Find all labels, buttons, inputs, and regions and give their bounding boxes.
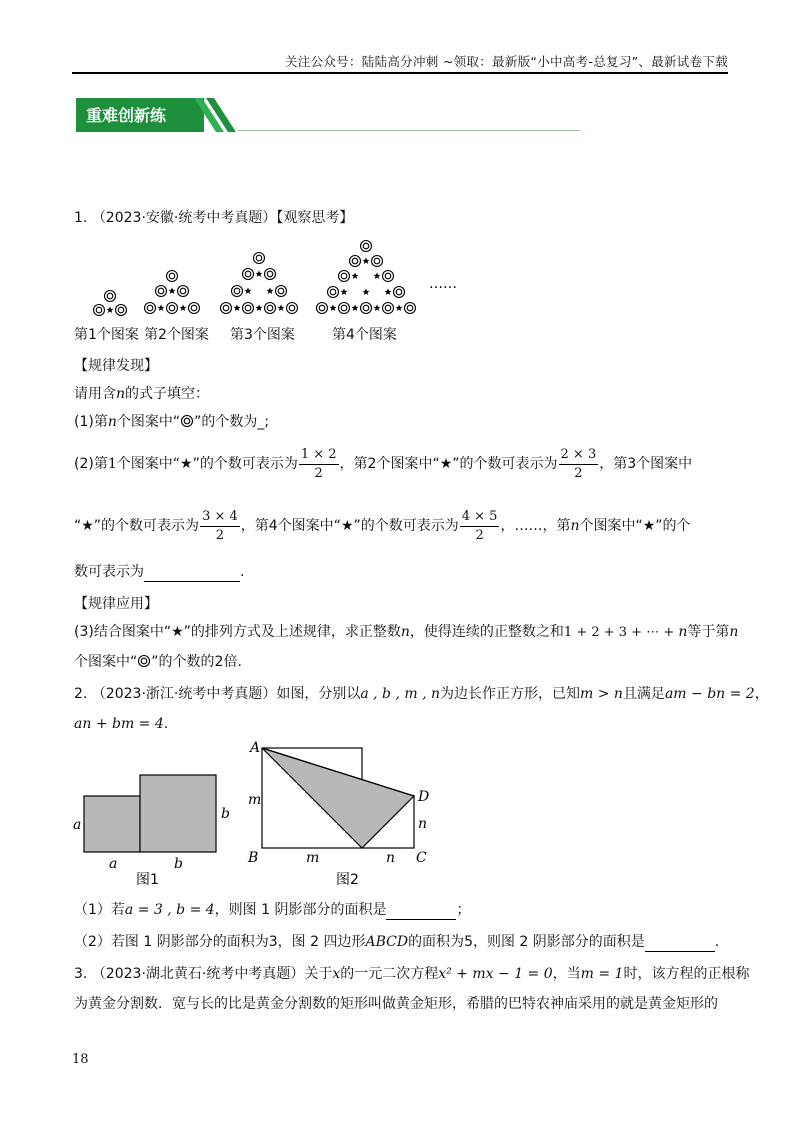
q2-part2: （2）若图 1 阴影部分的面积为3，图 2 四边形ABCD的面积为5，则图 2 阴影部分的面积是 . [74,934,720,950]
fig2-label-D: D [418,789,430,805]
q2-figure-2 [240,738,450,888]
fraction-4: $\frac{4 \times 5}{2}$ [461,508,498,543]
section-banner [76,98,238,132]
fraction-2: $\frac{2 \times 3}{2}$ [560,446,597,481]
q2-line2: an + bm = 4. [74,716,169,732]
q1-number: 1. [74,210,88,226]
fig2-label-A: A [250,740,261,756]
q3-line2: 为黄金分割数．宽与长的比是黄金分割数的矩形叫做黄金矩形，希腊的巴特农神庙采用的就是黄金矩形的 [74,996,718,1012]
pattern-2-caption: 第2个图案 [144,327,209,343]
pattern-1-caption: 第1个图案 [74,327,139,343]
header-rule [72,72,728,74]
q1-part1: (1)第n个图案中“ ”的个数为_; [74,414,270,430]
q2-line1: 2. （2023·浙江·统考中考真题）如图，分别以a , b , m , n为边长作正方形，已知m > n且满足am − bn = 2， [74,686,769,702]
banner-title: 重难创新练 [86,106,167,125]
q1-section-application: 【规律应用】 [74,596,158,612]
ring-icon [180,414,194,428]
q1-section-discovery: 【规律发现】 [74,358,158,374]
q1-heading [74,208,353,228]
fig1-label-a-bottom: a [109,856,118,872]
fig2-label-m-bottom: m [306,850,320,866]
q1-pattern-figure [74,236,494,322]
q3-line1: 3. （2023·湖北黄石·统考中考真题）关于x的一元二次方程x² + mx − 1 = 0，当m = 1时，该方程的正根称 [74,966,750,982]
pattern-4-caption: 第4个图案 [332,327,397,343]
fig1-caption: 图1 [136,872,159,888]
answer-blank[interactable] [386,903,456,920]
answer-blank[interactable] [144,565,240,582]
q1-source: （2023·安徽·统考中考真题）【观察思考】 [91,210,354,226]
q1-part2-line2: “★”的个数可表示为 $\frac{3 \times 4}{2}$ ，第4个图案中“★”的个数可表示为 $\frac{4 \times 5}{2}$ ，……，第n个图案中“★”的个 [74,508,691,543]
fig1-label-b-bottom: b [174,856,183,872]
pattern-3-caption: 第3个图案 [230,327,295,343]
fraction-3: $\frac{3 \times 4}{2}$ [202,508,238,543]
q1-part2-line1: (2)第1个图案中“★”的个数可表示为 $\frac{1 \times 2}{2}$ ，第2个图案中“★”的个数可表示为 $\frac{2 \times 3}{2}$ ，第3个图案中 [74,446,693,481]
fig2-label-C: C [416,850,427,866]
pattern-2 [145,271,200,314]
q2-figure-1 [68,766,238,890]
q1-part2-line3: 数可表示为 . [74,564,245,580]
banner-rule [238,130,580,131]
pattern-3 [221,253,298,314]
fig2-caption: 图2 [336,872,359,888]
fig2-label-n-bottom: n [386,850,396,866]
q1-part3-line2: 个图案中“ ”的个数的2倍. [74,654,242,670]
pattern-1 [94,291,127,316]
pattern-4 [317,241,416,314]
q1-prompt: 请用含n的式子填空： [74,386,210,402]
fig1-label-a-left: a [73,817,82,833]
answer-blank[interactable] [645,935,715,952]
fig2-label-n-right: n [418,816,428,832]
fig2-label-m-left: m [248,792,262,808]
fig1-label-b-right: b [221,806,230,822]
fraction-1: $\frac{1 \times 2}{2}$ [300,446,337,481]
fig2-label-B: B [248,850,259,866]
pattern-ellipsis: …… [429,276,457,292]
ring-icon [137,654,151,668]
page-header: 关注公众号：陆陆高分冲刺 ~领取：最新版“小中高考-总复习”、最新试卷下载 [284,54,728,69]
q1-part3-line1: (3)结合图案中“★”的排列方式及上述规律，求正整数n，使得连续的正整数之和1 + 2 + 3 + ⋯ + n等于第n [74,624,739,640]
page-number: 18 [72,1052,89,1067]
q2-part1: （1）若a = 3 , b = 4，则图 1 阴影部分的面积是 ； [74,902,471,918]
